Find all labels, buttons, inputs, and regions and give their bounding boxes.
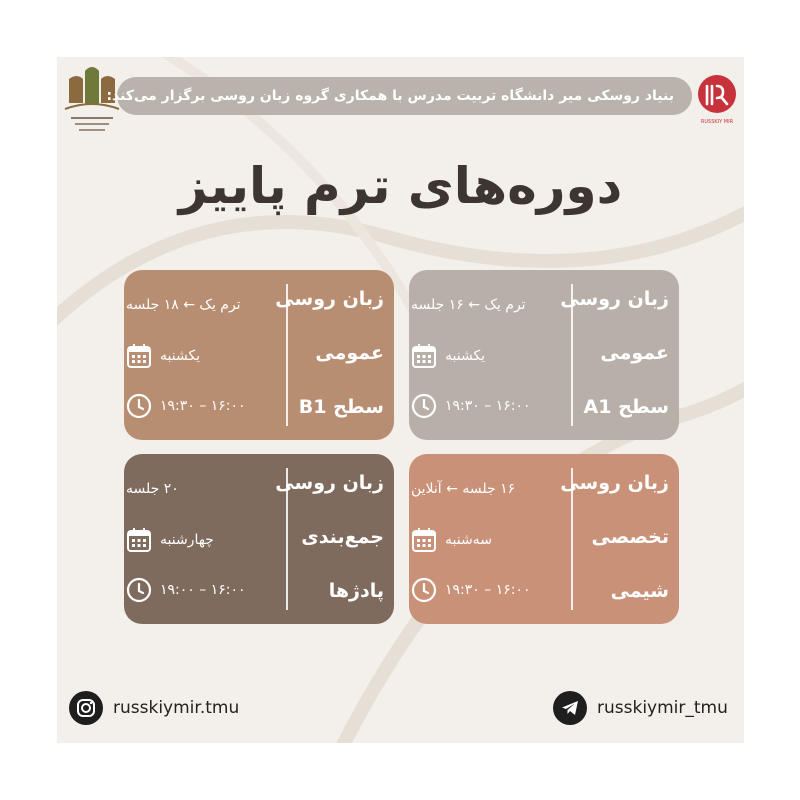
- course-time-row: [411, 576, 561, 604]
- course-sessions-row: [411, 476, 561, 502]
- course-sessions: ۲۰ جلسه: [126, 481, 179, 497]
- course-day-row: [126, 342, 276, 370]
- course-sessions-row: [411, 292, 561, 318]
- header-banner: [106, 77, 692, 115]
- course-time-row: [126, 576, 276, 604]
- university-logo: [61, 65, 123, 143]
- course-type: تخصصی: [591, 526, 669, 548]
- course-subject: زبان روسی: [560, 472, 669, 494]
- course-level: سطح A1: [583, 396, 669, 418]
- course-day: یکشنبه: [445, 348, 486, 364]
- course-level: سطح B1: [298, 396, 384, 418]
- logo-caption: RUSSKIY MIR: [700, 119, 734, 125]
- course-subject: زبان روسی: [275, 472, 384, 494]
- course-day-row: [126, 526, 276, 554]
- course-sessions: ترم یک ← ۱۶ جلسه: [411, 297, 526, 313]
- instagram-link[interactable]: [69, 691, 239, 725]
- clock-icon: [411, 577, 437, 603]
- clock-icon: [126, 577, 152, 603]
- course-day: یکشنبه: [160, 348, 201, 364]
- page-title: دوره‌های ترم پاییز: [178, 157, 623, 215]
- course-card: [409, 270, 679, 440]
- instagram-icon: [69, 691, 103, 725]
- course-subject: زبان روسی: [560, 288, 669, 310]
- course-time: ۱۶:۰۰ – ۱۹:۰۰: [160, 582, 246, 598]
- course-card: [409, 454, 679, 624]
- clock-icon: [411, 393, 437, 419]
- course-time-row: [126, 392, 276, 420]
- calendar-icon: [126, 343, 152, 369]
- instagram-handle: russkiymir.tmu: [113, 698, 240, 718]
- course-card: [124, 270, 394, 440]
- course-time: ۱۶:۰۰ – ۱۹:۳۰: [445, 582, 531, 598]
- course-type: عمومی: [315, 342, 384, 364]
- course-card: [124, 454, 394, 624]
- poster: [57, 57, 744, 743]
- course-subject: زبان روسی: [275, 288, 384, 310]
- russkiy-mir-logo: [695, 74, 739, 126]
- calendar-icon: [411, 527, 437, 553]
- telegram-link[interactable]: [553, 691, 728, 725]
- course-type: جمع‌بندی: [301, 526, 384, 548]
- course-day: چهارشنبه: [160, 532, 214, 548]
- course-time: ۱۶:۰۰ – ۱۹:۳۰: [160, 398, 246, 414]
- course-sessions-row: [126, 476, 276, 502]
- course-level: شیمی: [610, 580, 669, 602]
- telegram-handle: russkiymir_tmu: [597, 698, 728, 718]
- course-sessions: ۱۶ جلسه ← آنلاین: [411, 481, 516, 497]
- calendar-icon: [126, 527, 152, 553]
- course-level: پادژها: [328, 580, 384, 602]
- calendar-icon: [411, 343, 437, 369]
- course-sessions-row: [126, 292, 276, 318]
- course-day-row: [411, 526, 561, 554]
- telegram-icon: [553, 691, 587, 725]
- course-sessions: ترم یک ← ۱۸ جلسه: [126, 297, 241, 313]
- course-day: سه‌شنبه: [445, 532, 492, 548]
- clock-icon: [126, 393, 152, 419]
- course-type: عمومی: [600, 342, 669, 364]
- course-time: ۱۶:۰۰ – ۱۹:۳۰: [445, 398, 531, 414]
- course-time-row: [411, 392, 561, 420]
- banner-text: بنیاد روسکی میر دانشگاه تربیت مدرس با همکاری گروه زبان روسی برگزار می‌کند:: [106, 88, 674, 104]
- course-day-row: [411, 342, 561, 370]
